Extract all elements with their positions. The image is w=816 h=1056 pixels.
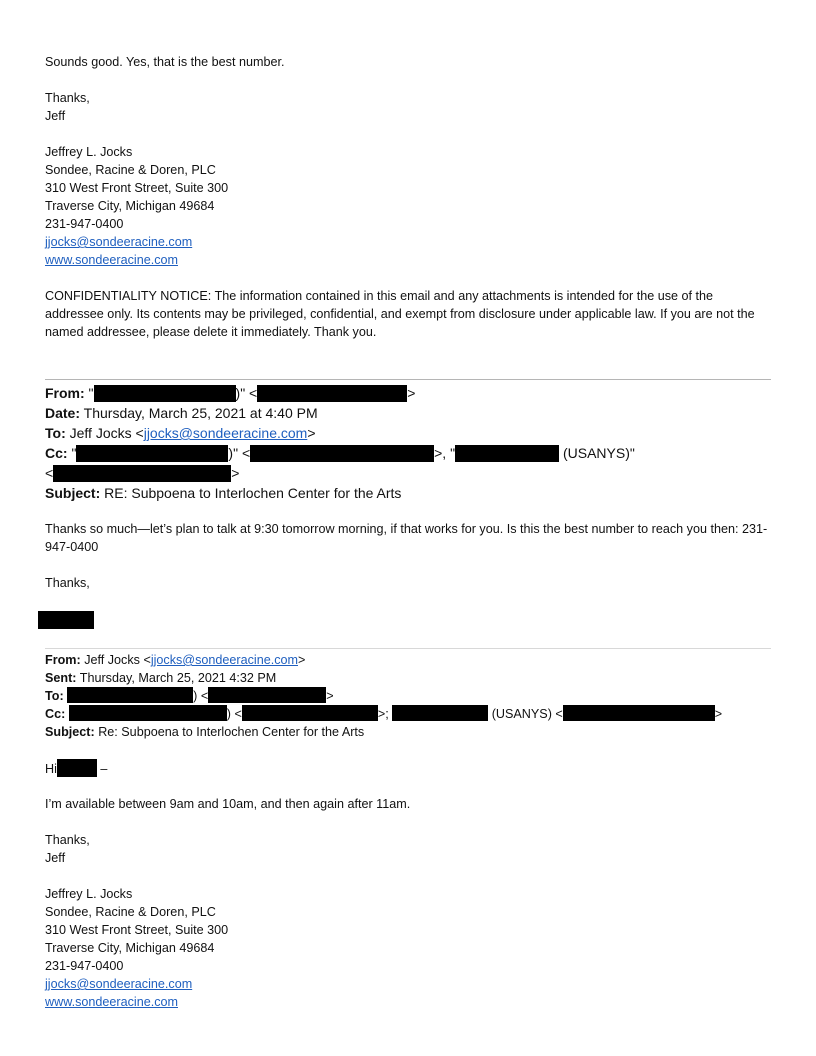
redaction (257, 385, 407, 402)
email3-from-row: From: Jeff Jocks <jjocks@sondeeracine.com> (45, 653, 306, 667)
redaction (392, 705, 488, 721)
signature-firm: Sondee, Racine & Doren, PLC (45, 905, 216, 919)
email3-from-name: Jeff Jocks (84, 653, 140, 667)
signature-street: 310 West Front Street, Suite 300 (45, 923, 229, 937)
signature-website-link[interactable]: www.sondeeracine.com (45, 253, 178, 267)
email2-subject-label: Subject: (45, 485, 101, 501)
signature-website-link[interactable]: www.sondeeracine.com (45, 995, 178, 1009)
email2-subject: RE: Subpoena to Interlochen Center for the Arts (104, 485, 402, 501)
email2-date: Thursday, March 25, 2021 at 4:40 PM (83, 405, 318, 421)
redaction (94, 385, 236, 402)
redaction (57, 759, 97, 777)
email2-date-row (45, 403, 318, 423)
email3-to-row: To: ) < > (45, 689, 334, 703)
redaction (76, 445, 228, 462)
signature-firm: Sondee, Racine & Doren, PLC (45, 163, 216, 177)
redaction (67, 687, 193, 703)
email3-sent-row (45, 669, 276, 687)
email2-cc-row: Cc: " )" < >, " (USANYS)" (45, 445, 635, 461)
email2-cc-org: (USANYS) (562, 445, 630, 461)
email2-thanks: Thanks, (45, 576, 90, 590)
signature-city: Traverse City, Michigan 49684 (45, 941, 215, 955)
email3-greeting-row (45, 759, 107, 778)
email3-greeting: Hi (45, 762, 57, 776)
email2-body: Thanks so much—let’s plan to talk at 9:30 tomorrow morning, if that works for you. Is this the best number to reach you then: 231-947-0400 (45, 522, 768, 554)
email3-sent-label: Sent: (45, 671, 77, 685)
divider (45, 648, 771, 649)
email3-subject-label: Subject: (45, 725, 95, 739)
email2-from-row: From: " )" < > (45, 385, 416, 401)
email3-cc-row: Cc: ) < >; (USANYS) < > (45, 707, 723, 721)
signature-email-link[interactable]: jjocks@sondeeracine.com (45, 977, 193, 991)
redaction (563, 705, 715, 721)
email3-subject: Re: Subpoena to Interlochen Center for the Arts (98, 725, 365, 739)
redaction (455, 445, 559, 462)
email2-date-label: Date: (45, 405, 81, 421)
email3-from-label: From: (45, 653, 81, 667)
email3-from-email-link[interactable]: jjocks@sondeeracine.com (150, 653, 298, 667)
email2-to-email-link[interactable]: jjocks@sondeeracine.com (143, 425, 308, 441)
redaction (242, 705, 378, 721)
redaction (69, 705, 227, 721)
email2-subject-row (45, 483, 401, 503)
confidentiality-notice: CONFIDENTIALITY NOTICE: The information contained in this email and any attachments is intended for the use of the addressee only. Its contents may be privileged, confidential, and exempt from disclosure under applicable law. If you are not the named addressee, please delete it immediately. Thank you. (45, 289, 755, 339)
reply-body: Sounds good. Yes, that is the best number. (45, 55, 285, 69)
signature-phone: 231-947-0400 (45, 217, 124, 231)
divider (45, 379, 771, 380)
email2-to-row: To: Jeff Jocks <jjocks@sondeeracine.com> (45, 425, 316, 441)
reply-thanks: Thanks, (45, 91, 90, 105)
email3-greeting-dash: – (100, 762, 108, 776)
reply-name: Jeff (45, 109, 66, 123)
redaction (250, 445, 434, 462)
signature-phone: 231-947-0400 (45, 959, 124, 973)
redaction (53, 465, 231, 482)
email2-cc-row-cont: < > (45, 465, 240, 481)
email3-to-label: To: (45, 689, 64, 703)
signature-email-link[interactable]: jjocks@sondeeracine.com (45, 235, 193, 249)
email2-from-label: From: (45, 385, 85, 401)
email3-cc-label: Cc: (45, 707, 66, 721)
email3-subject-row (45, 723, 364, 741)
signature-city: Traverse City, Michigan 49684 (45, 199, 215, 213)
redaction (208, 687, 326, 703)
email3-cc-org: (USANYS) (491, 707, 552, 721)
signature-full-name: Jeffrey L. Jocks (45, 145, 133, 159)
signature-street: 310 West Front Street, Suite 300 (45, 181, 229, 195)
email3-name: Jeff (45, 851, 66, 865)
email3-thanks: Thanks, (45, 833, 90, 847)
email3-body: I’m available between 9am and 10am, and then again after 11am. (45, 797, 411, 811)
redaction (38, 611, 94, 629)
signature-full-name: Jeffrey L. Jocks (45, 887, 133, 901)
email2-to-label: To: (45, 425, 66, 441)
email2-cc-label: Cc: (45, 445, 68, 461)
email2-to-name: Jeff Jocks (69, 425, 132, 441)
email3-sent: Thursday, March 25, 2021 4:32 PM (79, 671, 277, 685)
